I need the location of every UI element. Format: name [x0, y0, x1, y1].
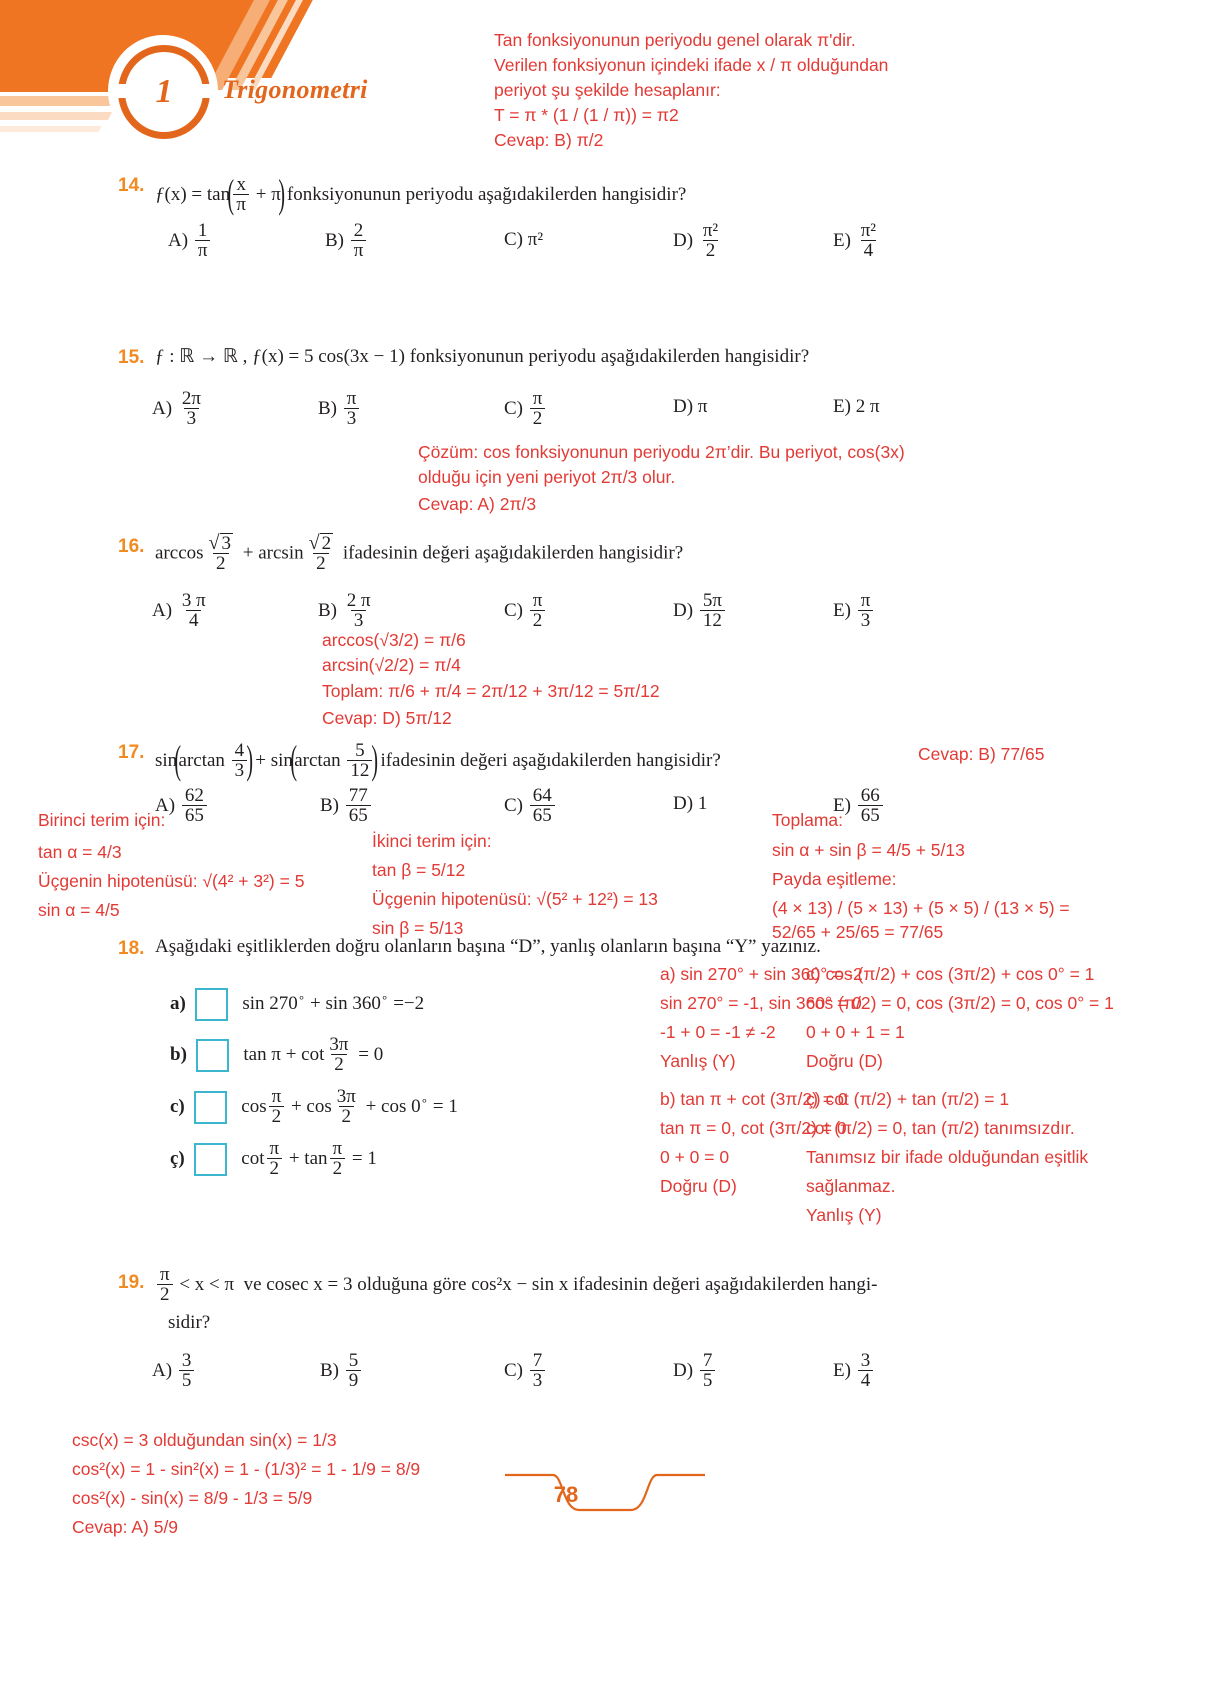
option-numerator: 5 — [348, 1350, 359, 1371]
banner-stripe-6 — [0, 126, 102, 132]
option-numerator: π — [860, 590, 871, 611]
option-numerator: 77 — [348, 785, 368, 806]
question-18-note-c2-3: 0 + 0 + 1 = 1 — [806, 1022, 905, 1042]
option-numerator: 64 — [532, 785, 552, 806]
item-label: a) — [170, 992, 186, 1014]
question-16-solution-answer: Cevap: D) 5π/12 — [322, 708, 452, 728]
option-denominator: π — [195, 240, 211, 260]
top-solution-answer: Cevap: B) π/2 — [494, 130, 604, 150]
option-denominator: 2 — [530, 408, 546, 428]
question-18-note-c1-4: Yanlış (Y) — [660, 1051, 736, 1071]
question-17-note-mid-1: İkinci terim için: — [372, 831, 492, 851]
option-letter: C) — [504, 1360, 523, 1382]
option-letter: B) — [325, 230, 344, 252]
question-19-solution-line-1: csc(x) = 3 olduğundan sin(x) = 1/3 — [72, 1430, 337, 1450]
question-14-option-c[interactable] — [504, 229, 543, 251]
option-numerator: 2π — [181, 388, 201, 409]
question-14-number: 14. — [118, 175, 145, 196]
option-letter: E) — [833, 230, 851, 252]
option-letter: E) — [833, 795, 851, 817]
question-17-option-c[interactable] — [504, 787, 557, 827]
question-15-solution-line-1: Çözüm: cos fonksiyonunun periyodu 2π’dir. Bu periyot, cos(3x) — [418, 442, 905, 462]
question-17-note-mid-3: Üçgenin hipotenüsü: √(5² + 12²) = 13 — [372, 889, 658, 909]
question-17-note-left-3: Üçgenin hipotenüsü: √(4² + 3²) = 5 — [38, 871, 305, 891]
question-16-solution-line-2: arcsin(√2/2) = π/4 — [322, 655, 461, 675]
question-17-note-right-5: 52/65 + 25/65 = 77/65 — [772, 922, 944, 942]
question-19-option-c[interactable] — [504, 1352, 547, 1392]
question-18-item-a[interactable] — [170, 988, 424, 1021]
top-solution-line-4: T = π * (1 / (1 / π)) = π2 — [494, 105, 679, 125]
question-14-tail: fonksiyonunun periyodu aşağıdakilerden hangisidir? — [286, 183, 687, 205]
option-numerator: 5π — [702, 590, 722, 611]
option-numerator: 3 — [860, 1350, 871, 1371]
option-denominator: 65 — [182, 805, 207, 825]
question-15-solution-line-2: olduğu için yeni periyot 2π/3 olur. — [418, 467, 676, 487]
option-denominator: 3 — [344, 408, 360, 428]
item-equation: cot $\frac{\pi}{2}$ + tan $\frac{\pi}{2}$ = 1 — [241, 1138, 377, 1180]
item-equation: cos $\frac{\pi}{2}$ + cos $\frac{3\pi}{2}$ + cos 0∘ = 1 — [241, 1086, 458, 1128]
question-15-option-c[interactable] — [504, 390, 547, 430]
top-solution-line-3: periyot şu şekilde hesaplanır: — [494, 80, 721, 100]
question-18-note-c2-4: Doğru (D) — [806, 1051, 883, 1071]
option-numerator: π² — [702, 220, 719, 241]
question-18-note-c2-7: Tanımsız bir ifade olduğundan eşitlik — [806, 1147, 1089, 1167]
chapter-number: 1 — [155, 73, 173, 110]
banner-stripe-4 — [0, 96, 123, 106]
question-16-solution-line-1: arccos(√3/2) = π/6 — [322, 630, 466, 650]
option-numerator: 66 — [860, 785, 880, 806]
option-denominator: 3 — [530, 1370, 546, 1390]
page-number-tab — [505, 1470, 705, 1516]
question-17-note-right-3: Payda eşitleme: — [772, 869, 897, 889]
question-18-item-c[interactable] — [170, 1088, 458, 1128]
question-17-option-d[interactable] — [673, 793, 707, 815]
question-19-tail-1: ve cosec x = 3 olduğuna göre cos²x − sin x ifadesinin değeri aşağıdakilerden hangi- — [243, 1274, 878, 1296]
question-17-number: 17. — [118, 742, 145, 763]
question-17-text: sin(arctan $\frac{4}{3}$ ) + sin(arctan $\frac{5}{12}$ ) ifadesinin değeri aşağıdakilerden hangisidir? — [155, 737, 721, 782]
question-16-option-e[interactable] — [833, 592, 875, 632]
question-19-solution-line-2: cos²(x) = 1 - sin²(x) = 1 - (1/3)² = 1 - 1/9 = 8/9 — [72, 1459, 421, 1479]
option-letter: B) — [320, 795, 339, 817]
question-18-note-c1-3: -1 + 0 = -1 ≠ -2 — [660, 1022, 776, 1042]
option-value: π² — [527, 229, 544, 250]
option-letter: C) — [504, 600, 523, 622]
question-16-option-c[interactable] — [504, 592, 547, 632]
option-letter: C) — [504, 398, 523, 420]
option-letter: C) — [504, 795, 523, 817]
item-label: b) — [170, 1044, 187, 1066]
option-denominator: 65 — [858, 805, 883, 825]
option-letter: B) — [318, 398, 337, 420]
option-numerator: π² — [860, 220, 876, 241]
option-numerator: 2 — [353, 220, 364, 241]
option-letter: A) — [168, 230, 189, 252]
banner-block-secondary — [0, 76, 124, 92]
option-denominator: 2 — [703, 240, 719, 260]
question-18-note-c1-6: tan π = 0, cot (3π/2) = 0 — [660, 1118, 847, 1138]
question-15-option-e[interactable] — [833, 396, 880, 418]
item-label: ç) — [170, 1148, 185, 1170]
chapter-title: Trigonometri — [222, 75, 368, 104]
question-16-option-a[interactable] — [152, 592, 211, 632]
question-14-option-d[interactable] — [673, 222, 723, 262]
option-letter: D) — [673, 1360, 694, 1382]
question-17-note-right-1: Toplama: — [772, 810, 844, 830]
question-18-note-c2-9: Yanlış (Y) — [806, 1205, 882, 1225]
question-14-option-e[interactable] — [833, 222, 881, 262]
option-letter: A) — [152, 1360, 173, 1382]
option-denominator: 4 — [186, 610, 202, 630]
question-18-note-c1-8: Doğru (D) — [660, 1176, 737, 1196]
option-letter: E) — [833, 396, 851, 417]
question-15-option-a[interactable] — [152, 390, 206, 430]
question-17-note-right-2: sin α + sin β = 4/5 + 5/13 — [772, 840, 965, 860]
banner-stripe-5 — [0, 112, 112, 120]
option-numerator: 3 — [181, 1350, 192, 1371]
option-numerator: π — [532, 388, 543, 409]
question-16-option-d[interactable] — [673, 592, 727, 632]
question-17-note-left-1: Birinci terim için: — [38, 810, 166, 830]
option-letter: E) — [833, 600, 851, 622]
option-numerator: π — [532, 590, 543, 611]
option-letter: D) — [673, 600, 694, 622]
option-value: 2 π — [855, 396, 880, 417]
option-numerator: 7 — [702, 1350, 713, 1371]
question-18-note-c1-7: 0 + 0 = 0 — [660, 1147, 730, 1167]
question-17-answer-note: Cevap: B) 77/65 — [918, 744, 1045, 764]
answer-checkbox-d[interactable] — [194, 1143, 227, 1176]
question-19-solution-answer: Cevap: A) 5/9 — [72, 1517, 179, 1537]
option-numerator: 3 π — [181, 590, 206, 611]
question-17-option-b[interactable] — [320, 787, 373, 827]
question-17-note-mid-4: sin β = 5/13 — [372, 918, 464, 938]
page-number: 78 — [553, 1482, 579, 1507]
option-numerator: 2 π — [346, 590, 371, 611]
question-16-tail: ifadesinin değeri aşağıdakilerden hangisidir? — [342, 542, 684, 564]
option-letter: A) — [155, 795, 176, 817]
question-16-solution-line-3: Toplam: π/6 + π/4 = 2π/12 + 3π/12 = 5π/12 — [322, 681, 660, 701]
question-17-tail: ifadesinin değeri aşağıdakilerden hangisidir? — [380, 749, 721, 771]
question-17-note-right-4: (4 × 13) / (5 × 13) + (5 × 5) / (13 × 5) = — [772, 898, 1070, 918]
option-numerator: 1 — [197, 220, 208, 241]
question-18-note-c1-1: a) sin 270° + sin 360° = -2 — [660, 964, 863, 984]
option-letter: A) — [152, 398, 173, 420]
question-19-option-d[interactable] — [673, 1352, 717, 1392]
option-denominator: 3 — [184, 408, 200, 428]
option-denominator: 2 — [530, 610, 546, 630]
question-18-text: Aşağıdaki eşitliklerden doğru olanların başına “D”, yanlış olanların başına “Y” yazınız. — [155, 936, 821, 957]
question-15-option-d[interactable] — [673, 396, 707, 418]
option-letter: D) — [673, 793, 694, 814]
option-letter: B) — [318, 600, 337, 622]
answer-checkbox-c[interactable] — [194, 1091, 227, 1124]
option-denominator: 12 — [700, 610, 725, 630]
question-18-note-c1-5: b) tan π + cot (3π/2) = 0 — [660, 1089, 848, 1109]
question-19-option-a[interactable] — [152, 1352, 196, 1392]
option-value: 1 — [697, 793, 708, 814]
option-letter: D) — [673, 230, 694, 252]
option-denominator: 4 — [858, 1370, 874, 1390]
question-18-note-c2-2: cos (π/2) = 0, cos (3π/2) = 0, cos 0° = 1 — [806, 993, 1114, 1013]
question-16-option-b[interactable] — [318, 592, 376, 632]
question-19-text: $\frac{\pi}{2}$ < x < π ve cosec x = 3 olduğuna göre cos²x − sin x ifadesinin değeri aşağıdakilerden hangi- — [155, 1266, 878, 1306]
option-letter: A) — [152, 600, 173, 622]
item-equation: sin 270∘ + sin 360∘ =−2 — [242, 990, 425, 1014]
answer-checkbox-a[interactable] — [195, 988, 228, 1021]
option-denominator: 5 — [700, 1370, 716, 1390]
option-letter: C) — [504, 229, 523, 250]
question-17-note-mid-2: tan β = 5/12 — [372, 860, 466, 880]
option-letter: D) — [673, 396, 694, 417]
question-19-option-e[interactable] — [833, 1352, 875, 1392]
question-19-solution-line-3: cos²(x) - sin(x) = 8/9 - 1/3 = 5/9 — [72, 1488, 313, 1508]
option-denominator: π — [351, 240, 367, 260]
top-solution-line-2: Verilen fonksiyonun içindeki ifade x / π olduğundan — [494, 55, 889, 75]
question-14-option-b[interactable] — [325, 222, 368, 262]
question-15-text: ƒ : ℝ → ℝ , ƒ(x) = 5 cos(3x − 1) fonksiyonunun periyodu aşağıdakilerden hangisidir? — [155, 346, 810, 367]
question-14-option-a[interactable] — [168, 222, 212, 262]
question-18-item-b[interactable] — [170, 1036, 383, 1076]
option-letter: E) — [833, 1360, 851, 1382]
question-18-item-d[interactable] — [170, 1140, 377, 1180]
option-denominator: 4 — [861, 240, 877, 260]
option-denominator: 65 — [530, 805, 555, 825]
question-17-note-left-2: tan α = 4/3 — [38, 842, 122, 862]
question-18-note-c2-1: c) cos (π/2) + cos (3π/2) + cos 0° = 1 — [806, 964, 1095, 984]
question-14-text: ƒ(x) = tan( $\frac{x}{\pi}$ + π) fonksiyonunun periyodu aşağıdakilerden hangisidir? — [155, 171, 687, 216]
option-denominator: 3 — [858, 610, 874, 630]
item-equation: tan π + cot $\frac{3\pi}{2}$ = 0 — [243, 1034, 384, 1076]
question-19-option-b[interactable] — [320, 1352, 363, 1392]
question-19-text-cont: sidir? — [168, 1312, 211, 1333]
option-denominator: 9 — [346, 1370, 362, 1390]
question-18-note-c2-6: cot (π/2) = 0, tan (π/2) tanımsızdır. — [806, 1118, 1075, 1138]
option-value: π — [697, 396, 708, 417]
question-18-number: 18. — [118, 938, 145, 959]
item-label: c) — [170, 1096, 185, 1118]
option-letter: B) — [320, 1360, 339, 1382]
option-denominator: 5 — [179, 1370, 195, 1390]
question-19-number: 19. — [118, 1272, 145, 1293]
question-15-solution-answer: Cevap: A) 2π/3 — [418, 494, 537, 514]
option-numerator: 62 — [184, 785, 204, 806]
question-16-text: arccos √ 3 2 + arcsin √ 2 2 ifadesinin değeri aşağıdakilerden hangisidir? — [155, 532, 684, 575]
question-18-note-c1-2: sin 270° = -1, sin 360° = 0 — [660, 993, 862, 1013]
question-17-note-left-4: sin α = 4/5 — [38, 900, 120, 920]
question-15-number: 15. — [118, 347, 145, 368]
question-18-note-c2-5: ç) cot (π/2) + tan (π/2) = 1 — [806, 1089, 1010, 1109]
option-denominator: 65 — [346, 805, 371, 825]
question-16-number: 16. — [118, 536, 145, 557]
question-15-option-b[interactable] — [318, 390, 361, 430]
option-numerator: 7 — [532, 1350, 543, 1371]
top-solution-line-1: Tan fonksiyonunun periyodu genel olarak π'dir. — [494, 30, 856, 50]
question-18-note-c2-8: sağlanmaz. — [806, 1176, 896, 1196]
answer-checkbox-b[interactable] — [196, 1039, 229, 1072]
option-numerator: π — [346, 388, 357, 409]
option-denominator: 3 — [351, 610, 367, 630]
